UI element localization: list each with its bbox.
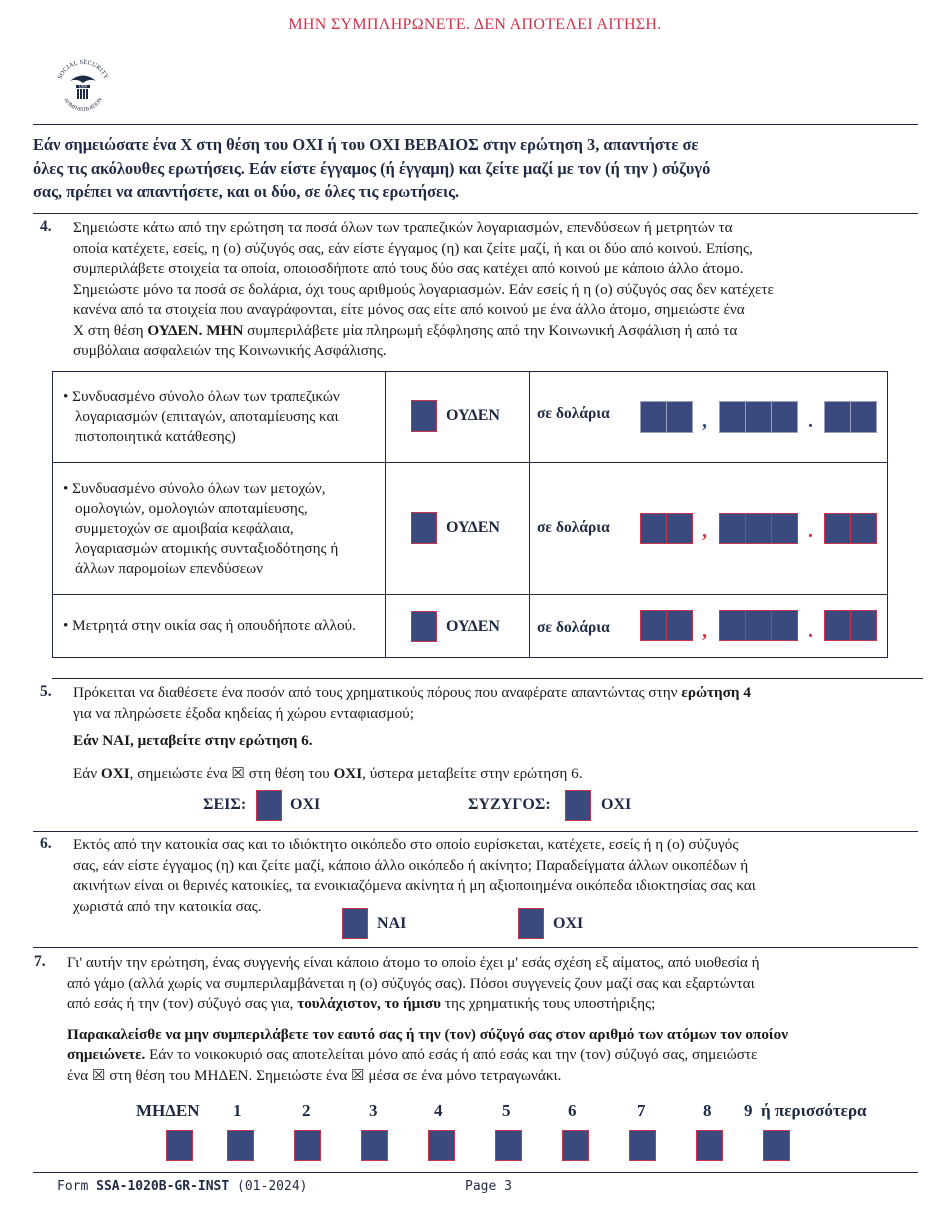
q7-option-6-label: 6 bbox=[568, 1101, 577, 1120]
bank-digit-1[interactable] bbox=[640, 401, 667, 433]
cash-digit-3[interactable] bbox=[719, 610, 746, 641]
investments-digit-1[interactable] bbox=[640, 513, 667, 544]
q7-option-5-label: 5 bbox=[502, 1101, 511, 1120]
asset-row-investments-label: Συνδυασμένο σύνολο όλων των μετοχών, ομολογιών, ομολογιών αποταμίευσης, συμμετοχών σε αμοιβαία κεφάλαια, λογαριασμών ατομικής συνταξιοδότησης ή άλλων παρομοίων επενδύσεων bbox=[72, 479, 339, 577]
q7-line-2: από γάμο (αλλά χωρίς να συμπεριλαμβάνεται η (ο) σύζυγός σας). Πόσοι συγγενείς ζουν μαζί σας και εξαρτώνται bbox=[67, 974, 755, 992]
q7-3-checkbox[interactable] bbox=[361, 1130, 388, 1161]
bank-amount-label: σε δολάρια bbox=[537, 405, 610, 422]
q5-you-label: ΣΕΙΣ: bbox=[203, 796, 247, 813]
q7-7-checkbox[interactable] bbox=[629, 1130, 656, 1161]
investments-none-label: ΟΥΔΕΝ bbox=[446, 519, 500, 536]
form-id-footer: Form SSA-1020B-GR-INST (01-2024) bbox=[57, 1179, 308, 1194]
investments-digit-4[interactable] bbox=[745, 513, 772, 544]
q7-line-1: Γι' αυτήν την ερώτηση, ένας συγγενής είναι κάποιο άτομο το οποίο έχει μ' εσάς σχέση εξ αίματος, από υιοθεσία ή bbox=[67, 954, 760, 971]
investments-comma: , bbox=[702, 520, 707, 542]
investments-digit-2[interactable] bbox=[666, 513, 693, 544]
investments-cents-1[interactable] bbox=[824, 513, 851, 544]
intro-line-1: Εάν σημειώσατε ένα X στη θέση του ΟΧΙ ή του ΟΧΙ ΒΕΒΑΙΟΣ στην ερώτηση 3, απαντήστε σε bbox=[33, 135, 699, 154]
q7-1-checkbox[interactable] bbox=[227, 1130, 254, 1161]
asset-row-cash-label: Μετρητά στην οικία σας ή οπουδήποτε αλλού. bbox=[72, 617, 356, 634]
cash-comma: , bbox=[702, 620, 707, 642]
seal-center-text: USA bbox=[78, 83, 88, 89]
asset-row-investments: • Συνδυασμένο σύνολο όλων των μετοχών, ομολογιών, ομολογιών αποταμίευσης, συμμετοχών σε αμοιβαία κεφάλαια, λογαριασμών ατομικής συνταξιοδότησης ή άλλων παρομοίων επενδύσεων bbox=[53, 463, 888, 595]
cash-digit-4[interactable] bbox=[745, 610, 772, 641]
q7-2-checkbox[interactable] bbox=[294, 1130, 321, 1161]
q7-9-checkbox[interactable] bbox=[763, 1130, 790, 1161]
q4-line-1: Σημειώστε κάτω από την ερώτηση τα ποσά όλων των τραπεζικών λογαριασμών, επενδύσεων ή μετρητών τα bbox=[73, 219, 733, 236]
q7-line-4: Παρακαλείσθε να μην συμπεριλάβετε τον εαυτό σας ή την (τον) σύζυγό σας στον αριθμό των ατόμων τον οποίον bbox=[67, 1025, 788, 1043]
q7-option-zero-label: ΜΗΔΕΝ bbox=[136, 1101, 200, 1120]
page-number: Page 3 bbox=[465, 1179, 512, 1194]
q5-line-3: Εάν ΝΑΙ, μεταβείτε στην ερώτηση 6. bbox=[73, 732, 313, 749]
q6-text bbox=[73, 835, 933, 917]
cash-digit-5[interactable] bbox=[771, 610, 798, 641]
q5-spouse-no-label: ΟΧΙ bbox=[601, 796, 632, 813]
q7-option-1-label: 1 bbox=[233, 1101, 242, 1120]
bank-dot: . bbox=[808, 410, 813, 432]
q7-option-9-label: 9 bbox=[744, 1101, 753, 1120]
seal-arc-top: SOCIAL SECURITY bbox=[56, 58, 110, 81]
bank-digit-5[interactable] bbox=[771, 401, 798, 433]
q7-option-7-label: 7 bbox=[637, 1101, 646, 1120]
asset-row-bank: • Συνδυασμένο σύνολο όλων των τραπεζικών λογαριασμών (επιταγών, αποταμίευσης και πιστοποιητικά κατάθεσης) bbox=[53, 372, 888, 463]
q4-line-4: Σημειώστε μόνο τα ποσά σε δολάρια, όχι τους αριθμούς λογαριασμών. Εάν εσείς ή η (ο) σύζυγός σας δεν κατέχετε bbox=[73, 280, 774, 298]
svg-text:ADMINISTRATION bbox=[62, 97, 104, 113]
bank-cents-2[interactable] bbox=[850, 401, 877, 433]
q7-zero-checkbox[interactable] bbox=[166, 1130, 193, 1161]
ssa-seal-icon bbox=[52, 56, 114, 118]
q4-text bbox=[73, 218, 933, 362]
q6-no-checkbox[interactable] bbox=[518, 908, 544, 939]
q7-number: 7. bbox=[34, 953, 46, 970]
q4-line-3: συμπεριλάβετε στοιχεία τα οποία, οποιοσδήποτε από τους δύο σας κατέχει από κοινού με κάποιο άλλο άτομο. bbox=[73, 260, 744, 277]
cash-cents-2[interactable] bbox=[850, 610, 877, 641]
bank-digit-3[interactable] bbox=[719, 401, 746, 433]
q6-line-3: ακινήτων είναι οι θερινές κατοικίες, τα ενοικιαζόμενα ακίνητα ή μη αξιοποιημένα οικόπεδα ιδιοκτησίας σας και bbox=[73, 877, 756, 894]
cash-amount-label: σε δολάρια bbox=[537, 619, 610, 636]
q7-option-4-label: 4 bbox=[434, 1101, 443, 1120]
q5-number: 5. bbox=[40, 683, 52, 700]
intro-paragraph bbox=[33, 133, 923, 204]
q5-spouse-no-checkbox[interactable] bbox=[565, 790, 591, 821]
q4-line-5: κανένα από τα στοιχεία που αναγράφονται, είτε μόνος σας είτε από κοινού με ένα άλλο άτομο, σημειώστε ένα bbox=[73, 301, 745, 318]
q6-line-4: χωριστά από την κατοικία σας. bbox=[73, 897, 262, 915]
q7-line-6: ένα ☒ στη θέση του ΜΗΔΕΝ. Σημειώστε ένα ☒ μέσα σε ένα μόνο τετραγωνάκι. bbox=[67, 1066, 562, 1084]
q7-option-2-label: 2 bbox=[302, 1101, 311, 1120]
q4-line-7: συμβόλαια ασφαλειών της Κοινωνικής Ασφάλισης. bbox=[73, 342, 387, 359]
investments-cents-2[interactable] bbox=[850, 513, 877, 544]
cash-none-label: ΟΥΔΕΝ bbox=[446, 618, 500, 635]
asset-row-cash: • Μετρητά στην οικία σας ή οπουδήποτε αλλού. bbox=[53, 595, 888, 658]
q7-8-checkbox[interactable] bbox=[696, 1130, 723, 1161]
seal-arc-bottom: ADMINISTRATION bbox=[62, 96, 104, 114]
q5-spouse-label: ΣΥΖΥΓΟΣ: bbox=[468, 796, 551, 813]
q7-6-checkbox[interactable] bbox=[562, 1130, 589, 1161]
intro-line-2: όλες τις ακόλουθες ερωτήσεις. Εάν είστε έγγαμος (ή έγγαμη) και ζείτε μαζί με τον (ή την ) σύζυγό bbox=[33, 158, 711, 178]
do-not-fill-banner: ΜΗΝ ΣΥΜΠΛΗΡΩΝΕΤΕ. ΔΕΝ ΑΠΟΤΕΛΕΙ ΑΙΤΗΣΗ. bbox=[288, 16, 662, 33]
q6-no-label: ΟΧΙ bbox=[553, 915, 584, 932]
q6-yes-label: ΝΑΙ bbox=[377, 915, 407, 932]
cash-none-checkbox[interactable] bbox=[411, 611, 437, 642]
asset-row-bank-label: Συνδυασμένο σύνολο όλων των τραπεζικών λογαριασμών (επιταγών, αποταμίευσης και πιστοποιητικά κατάθεσης) bbox=[72, 388, 340, 445]
cash-digit-1[interactable] bbox=[640, 610, 667, 641]
investments-digit-3[interactable] bbox=[719, 513, 746, 544]
cash-cents-1[interactable] bbox=[824, 610, 851, 641]
q4-number: 4. bbox=[40, 218, 52, 235]
q7-text bbox=[67, 953, 937, 1086]
q6-number: 6. bbox=[40, 835, 52, 852]
bank-cents-1[interactable] bbox=[824, 401, 851, 433]
q5-you-no-label: ΟΧΙ bbox=[290, 796, 321, 813]
q5-line-1: Πρόκειται να διαθέσετε ένα ποσόν από τους χρηματικούς πόρους που αναφέρατε απαντώντας στην ερώτηση 4 bbox=[73, 684, 751, 701]
bank-none-label: ΟΥΔΕΝ bbox=[446, 407, 500, 424]
bank-digit-2[interactable] bbox=[666, 401, 693, 433]
q6-line-2: σας, εάν είστε έγγαμος (η) και ζείτε μαζί, κάποιο άλλο οικόπεδο ή ακίνητο; Παραδείγματα άλλων οικοπέδων ή bbox=[73, 856, 749, 874]
investments-dot: . bbox=[808, 520, 813, 542]
q4-line-2: οποία κατέχετε, εσείς, η (ο) σύζυγός σας, εάν είστε έγγαμος (η) και ζείτε μαζί, ή και οι δύο από κοινού. Επίσης, bbox=[73, 239, 753, 257]
q5-line-2: για να πληρώσετε έξοδα κηδείας ή χώρου ενταφιασμού; bbox=[73, 704, 414, 722]
q7-4-checkbox[interactable] bbox=[428, 1130, 455, 1161]
investments-none-checkbox[interactable] bbox=[411, 512, 437, 544]
q4-line-6: X στη θέση ΟΥΔΕΝ. ΜΗΝ συμπεριλάβετε μία πληρωμή εξόφλησης από την Κοινωνική Ασφάλιση ή από τα bbox=[73, 321, 738, 339]
q5-text bbox=[73, 683, 933, 784]
q7-option-8-label: 8 bbox=[703, 1101, 712, 1120]
bank-digit-4[interactable] bbox=[745, 401, 772, 433]
q7-line-5: σημειώνετε. Εάν το νοικοκυριό σας αποτελείται μόνο από εσάς ή από εσάς και την (τον) σύζυγό σας, σημειώστε bbox=[67, 1046, 758, 1063]
cash-dot: . bbox=[808, 620, 813, 642]
intro-line-3: σας, πρέπει να απαντήσετε, και οι δύο, σε όλες τις ερωτήσεις. bbox=[33, 182, 460, 201]
q7-option-more-label: ή περισσότερα bbox=[761, 1101, 867, 1120]
investments-digit-5[interactable] bbox=[771, 513, 798, 544]
q7-line-3: από εσάς ή την (τον) σύζυγό σας για, τουλάχιστον, το ήμισυ της χρηματικής τους υποστήριξης; bbox=[67, 995, 656, 1012]
bank-comma: , bbox=[702, 410, 707, 432]
q5-you-no-checkbox[interactable] bbox=[256, 790, 282, 821]
q6-line-1: Εκτός από την κατοικία σας και το ιδιόκτητο οικόπεδο στο οποίο ευρίσκεται, κατέχετε, εσείς ή η (ο) σύζυγός bbox=[73, 836, 739, 853]
q6-yes-checkbox[interactable] bbox=[342, 908, 368, 939]
bank-none-checkbox[interactable] bbox=[411, 400, 437, 432]
investments-amount-label: σε δολάρια bbox=[537, 519, 610, 536]
q7-5-checkbox[interactable] bbox=[495, 1130, 522, 1161]
q5-line-4: Εάν ΟΧΙ, σημειώστε ένα ☒ στη θέση του ΟΧΙ, ύστερα μεταβείτε στην ερώτηση 6. bbox=[73, 764, 583, 782]
q7-option-3-label: 3 bbox=[369, 1101, 378, 1120]
cash-digit-2[interactable] bbox=[666, 610, 693, 641]
